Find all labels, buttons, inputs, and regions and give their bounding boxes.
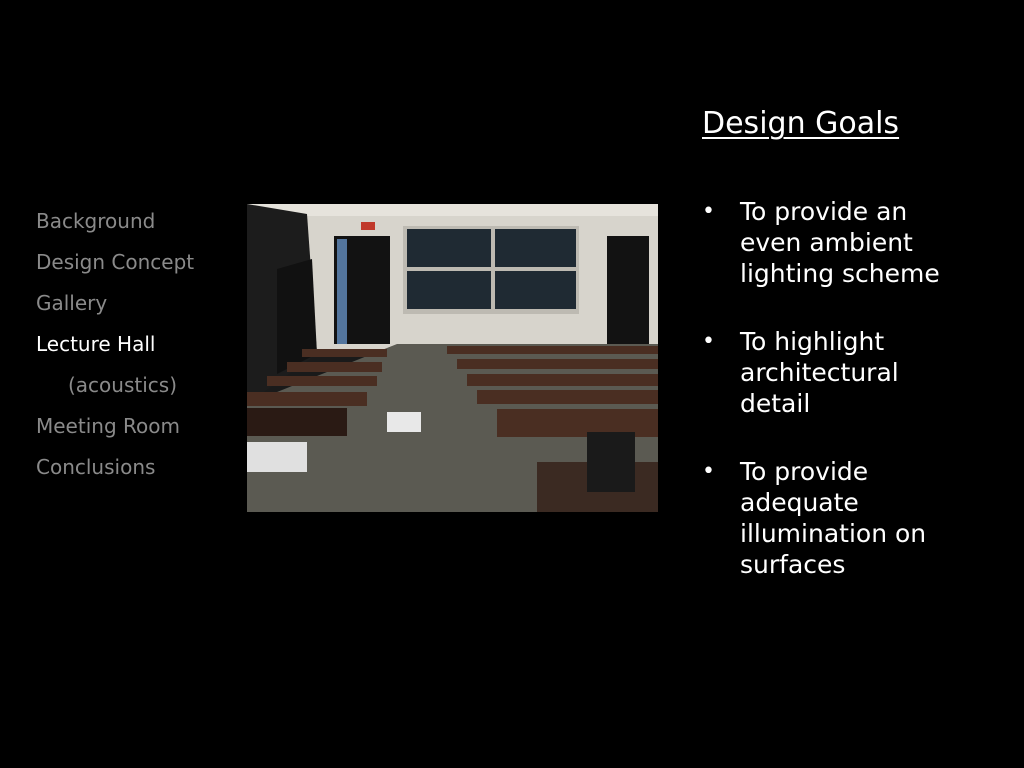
goal-text: To highlight architectural detail — [740, 327, 899, 418]
goal-item — [702, 326, 942, 419]
sidebar-nav — [36, 208, 206, 495]
goal-text: To provide adequate illumination on surfaces — [740, 457, 927, 579]
slide-title: Design Goals — [702, 106, 900, 141]
nav-item-gallery[interactable]: Gallery — [36, 291, 108, 315]
lecture-hall-photo — [247, 204, 658, 512]
nav-item-conclusions[interactable]: Conclusions — [36, 455, 156, 479]
nav-item-lecture-hall[interactable]: Lecture Hall — [36, 332, 156, 356]
goals-list — [702, 196, 942, 617]
nav-item-acoustics[interactable]: (acoustics) — [68, 373, 178, 397]
bullet-icon: • — [702, 329, 715, 354]
goal-item — [702, 196, 942, 289]
goal-item — [702, 456, 942, 580]
goal-text: To provide an even ambient lighting scheme — [740, 197, 940, 288]
bullet-icon: • — [702, 199, 715, 224]
bullet-icon: • — [702, 459, 715, 484]
nav-item-background[interactable]: Background — [36, 209, 156, 233]
nav-item-meeting-room[interactable]: Meeting Room — [36, 414, 180, 438]
nav-item-design-concept[interactable]: Design Concept — [36, 250, 195, 274]
